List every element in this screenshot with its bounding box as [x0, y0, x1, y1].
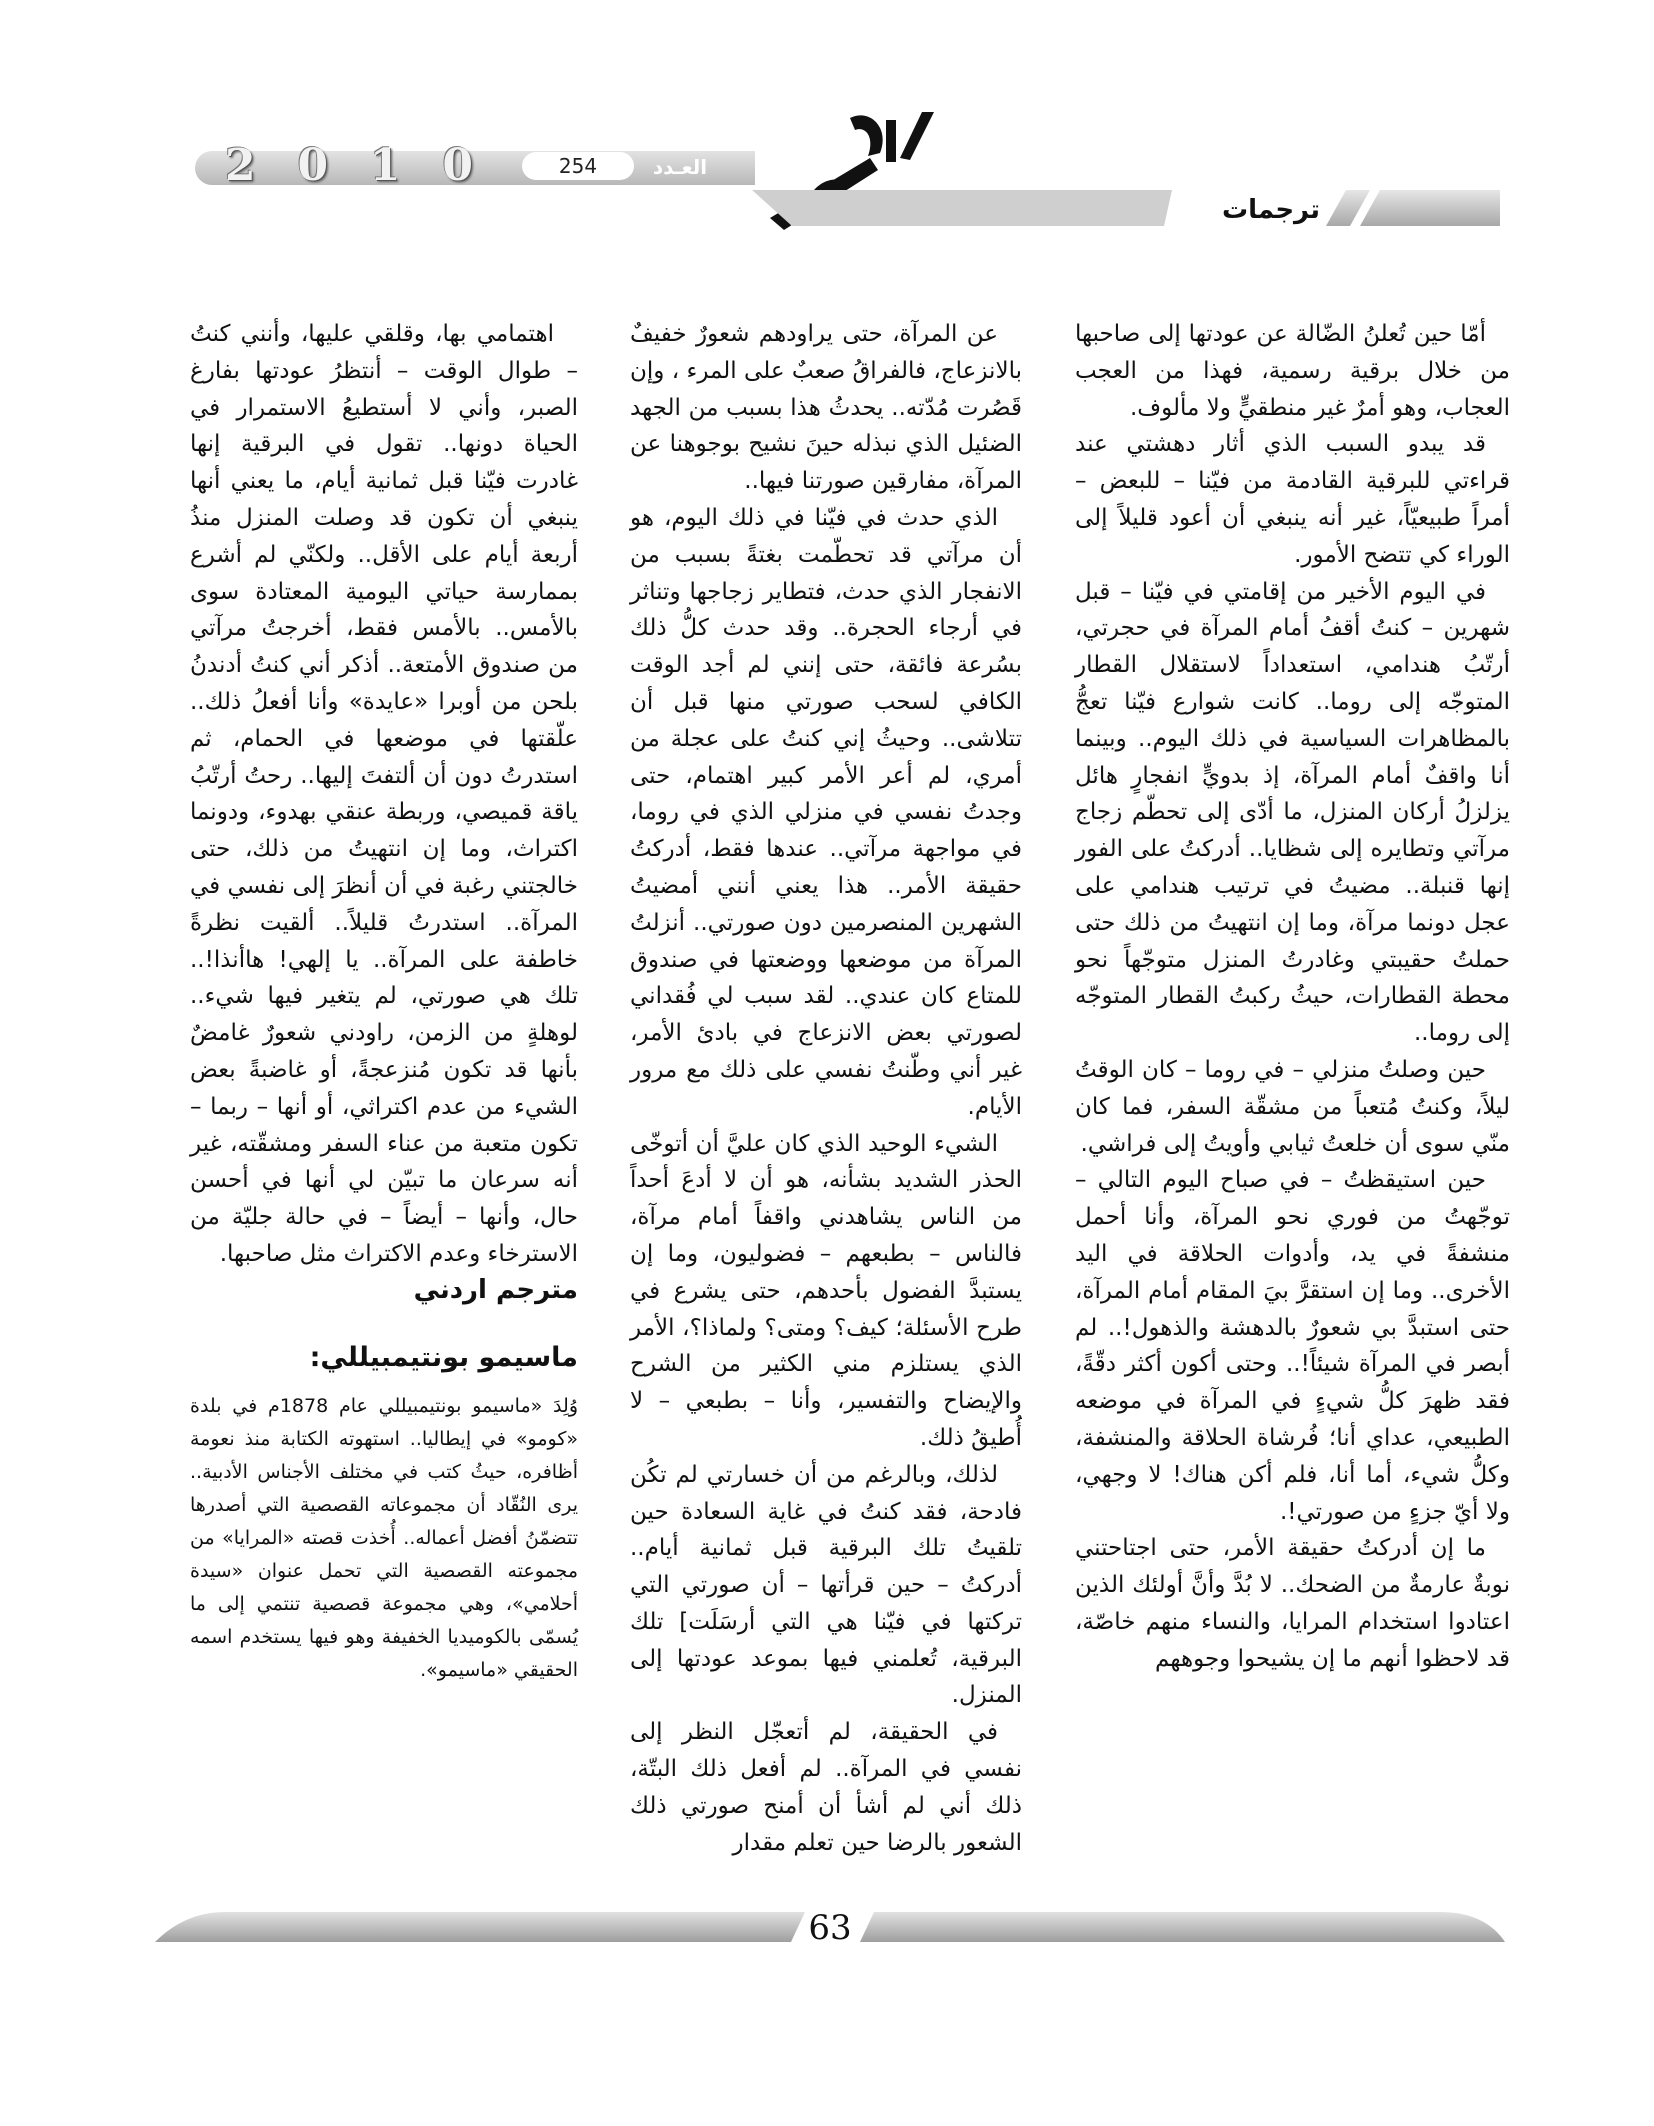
- bio-text: وُلِدَ «ماسيمو بونتيمبيللي عام 1878م في بلدة «كومو» في إيطاليا.. استهوته الكتابة منذ نعومة أظافره، حيثُ كتب في مختلف الأجناس الأدبية.. يرى النُقّاد أن مجموعاته القصصية التي أصدرها تتضمّنُ أفضل أعماله.. أُخذت قصته «المرايا» من مجموعته القصصية التي تحمل عنوان «سيدة أحلامي»، وهي مجموعة قصصية تنتمي إلى ما يُسمّى بالكوميديا الخفيفة وهو فيها يستخدم اسمه الحقيقي «ماسيمو».: [190, 1395, 578, 1681]
- year-digit: 0: [297, 139, 331, 191]
- issue-number: 254: [522, 152, 634, 180]
- paragraph: الشيء الوحيد الذي كان عليَّ أن أتوخّى الحذر الشديد بشأنه، هو أن لا أدعَ أحداً من الناس يشاهدني واقفاً أمام مرآة، فالناس – بطبعهم – فضوليون، وما إن يستبدَّ الفضول بأحدهم، حتى يشرع في طرح الأسئلة؛ كيف؟ ومتى؟ ولماذا؟، الأمر الذي يستلزم مني الكثير من الشرح والإيضاح والتفسير، وأنا – بطبعي – لا أُطيقُ ذلك.: [630, 1130, 1022, 1451]
- paragraph: أمّا حين تُعلنُ الضّالة عن عودتها إلى صاحبها من خلال برقية رسمية، فهذا من العجب العجاب، وهو أمرٌ غير منطقيٍّ ولا مألوف.: [1075, 321, 1510, 421]
- section-bar: [1320, 190, 1500, 226]
- year-digit: 1: [369, 139, 403, 191]
- bio-title: ماسيمو بونتيمبيللي:: [309, 1342, 578, 1373]
- footer-bar-right: [860, 1912, 1505, 1942]
- header-underline: [752, 190, 1172, 226]
- paragraph: حين وصلتُ منزلي – في روما – كان الوقتُ ليلاً، وكنتُ مُتعباً من مشقّة السفر، فما كان منّي سوى أن خلعتُ ثيابي وأويتُ إلى فراشي.: [1075, 1056, 1510, 1157]
- paragraph: لذلك، وبالرغم من أن خسارتي لم تكُن فادحة، فقد كنتُ في غاية السعادة حين تلقيتُ تلك البرقية قبل ثمانية أيام.. أدركتُ – حين قرأتها – أن صورتي التي تركتها في فيّنا هي التي أرسَلَت] تلك البرقية، تُعلمني فيها بموعد عودتها إلى المنزل.: [630, 1461, 1022, 1709]
- page-number: 63: [808, 1908, 852, 1948]
- paragraph: حين استيقظتُ – في صباح اليوم التالي – توجّهتُ من فوري نحو المرآة، وأنا أحمل منشفةً في يد، وأدوات الحلاقة في اليد الأخرى.. وما إن استقرَّ بيَ المقام أمام المرآة، حتى استبدَّ بي شعورٌ بالدهشة والذهول!.. لم أبصر في المرآة شيئاً!.. وحتى أكون أكثر دقّةً، فقد ظهرَ كلُّ شيءٍ في المرآة في موضعه الطبيعي، عداي أنا؛ فُرشاة الحلاقة والمنشفة، وكلُّ شيء، أما أنا، فلم أكن هناك! لا وجهي، ولا أيّ جزءٍ من صورتي!.: [1075, 1167, 1510, 1525]
- paragraph: عن المرآة، حتى يراودهم شعورٌ خفيفٌ بالانزعاج، فالفراقُ صعبٌ على المرء ، وإن قَصُرت مُدّته.. يحدثُ هذا بسبب من الجهد الضئيل الذي نبذله حينَ نشيح بوجوهنا عن المرآة، مفارقين صورتنا فيها..: [630, 321, 1022, 495]
- column-middle: [630, 316, 1022, 1861]
- paragraph: اهتمامي بها، وقلقي عليها، وأنني كنتُ – طوال الوقت – أنتظرُ عودتها بفارغ الصبر، وأني لا أستطيعُ الاستمرار في الحياة دونها.. تقول في البرقية إنها غادرت فيّنا قبل ثمانية أيام، ما يعني أنها ينبغي أن تكون قد وصلت المنزل منذُ أربعة أيام على الأقل.. ولكنّي لم أشرع بممارسة حياتي اليومية المعتادة سوى بالأمس.. بالأمس فقط، أخرجتُ مرآتي من صندوق الأمتعة.. أذكر أني كنتُ أدندنُ بلحن من أوبرا «عايدة» وأنا أفعلُ ذلك.. علّقتها في موضعها في الحمام، ثم استدرتُ دون أن ألتفتَ إليها.. رحتُ أرتّبُ ياقة قميصي، وربطة عنقي بهدوء، ودونما اكتراث، وما إن انتهيتُ من ذلك، حتى خالجتني رغبة في أن أنظرَ إلى نفسي في المرآة.. استدرتُ قليلاً.. ألقيت نظرةً خاطفة على المرآة.. يا إلهي! هاأنذا!.. تلك هي صورتي، لم يتغير فيها شيء.. لوهلةٍ من الزمن، راودني شعورٌ غامضٌ بأنها قد تكون مُنزعجةً، أو غاضبةً بعض الشيء من عدم اكتراثي، أو أنها – ربما – تكون متعبة من عناء السفر ومشقّته، غير أنه سرعان ما تبيّن لي أنها في أحسن حال، وأنها – أيضاً – في حالة جليّة من الاسترخاء وعدم الاكتراث مثل صاحبها.: [190, 321, 578, 1267]
- year-digit: 2: [225, 139, 258, 191]
- footer-bar-left: [155, 1912, 805, 1942]
- paragraph: في اليوم الأخير من إقامتي في فيّنا – قبل شهرين – كنتُ أقفُ أمام المرآة في حجرتي، أرتّبُ هندامي، استعداداً لاستقلال القطار المتوجّه إلى روما.. كانت شوارع فيّنا تعجُّ بالمظاهرات السياسية في ذلك اليوم.. وبينما أنا واقفٌ أمام المرآة، إذ بدويٍّ انفجارٍ هائل يزلزلُ أركان المنزل، ما أدّى إلى تحطّم زجاج مرآتي وتطايره إلى شظايا.. أدركتُ على الفور إنها قنبلة.. مضيتُ في ترتيب هندامي على عجل دونما مرآة، وما إن انتهيتُ من ذلك حتى حملتُ حقيبتي وغادرتُ المنزل متوجّهاً نحو محطة القطارات، حيثُ ركبتُ القطار المتوجّه إلى روما..: [1075, 578, 1510, 1047]
- paragraph: الذي حدث في فيّنا في ذلك اليوم، هو أن مرآتي قد تحطّمت بغتةً بسبب من الانفجار الذي حدث، فتطاير زجاجها وتناثر في أرجاء الحجرة.. وقد حدث كلُّ ذلك بسُرعة فائقة، حتى إنني لم أجد الوقت الكافي لسحب صورتي منها قبل أن تتلاشى.. وحيثُ إني كنتُ على عجلة من أمري، لم أعر الأمر كبير اهتمام، حتى وجدتُ نفسي في منزلي الذي في روما، في مواجهة مرآتي.. عندها فقط، أدركتُ حقيقة الأمر.. هذا يعني أنني أمضيتُ الشهرين المنصرمين دون صورتي.. أنزلتُ المرآة من موضعها ووضعتها في صندوق للمتاع كان عندي.. لقد سبب لي فُقداني لصورتي بعض الانزعاج في بادئ الأمر، غير أني وطّنتُ نفسي على ذلك مع مرور الأيام.: [630, 504, 1022, 1120]
- paragraph: ما إن أدركتُ حقيقة الأمر، حتى اجتاحتني نوبةٌ عارمةٌ من الضحك.. لا بُدَّ وأنَّ أولئك الذين اعتادوا استخدام المرايا، والنساء منهم خاصّة، قد لاحظوا أنهم ما إن يشيحوا وجوههم: [1075, 1535, 1510, 1672]
- paragraph: في الحقيقة، لم أتعجّل النظر إلى نفسي في المرآة.. لم أفعل ذلك البتّة، ذلك أني لم أشأ أن أمنح صورتي ذلك الشعور بالرضا حين تعلم مقدار: [630, 1719, 1022, 1856]
- paragraph: قد يبدو السبب الذي أثار دهشتي عند قراءتي للبرقية القادمة من فيّنا – للبعض – أمراً طبيعيّاً، غير أنه ينبغي أن أعود قليلاً إلى الوراء كي تتضح الأمور.: [1075, 431, 1510, 568]
- section-title: ترجمات: [1222, 195, 1320, 225]
- translator-credit: مترجم اردني: [413, 1275, 578, 1305]
- column-left: [190, 316, 578, 1273]
- column-right: [1075, 316, 1510, 1677]
- year-digit: 0: [442, 139, 475, 191]
- year-display: [225, 140, 475, 190]
- issue-label: العـدد: [652, 155, 708, 179]
